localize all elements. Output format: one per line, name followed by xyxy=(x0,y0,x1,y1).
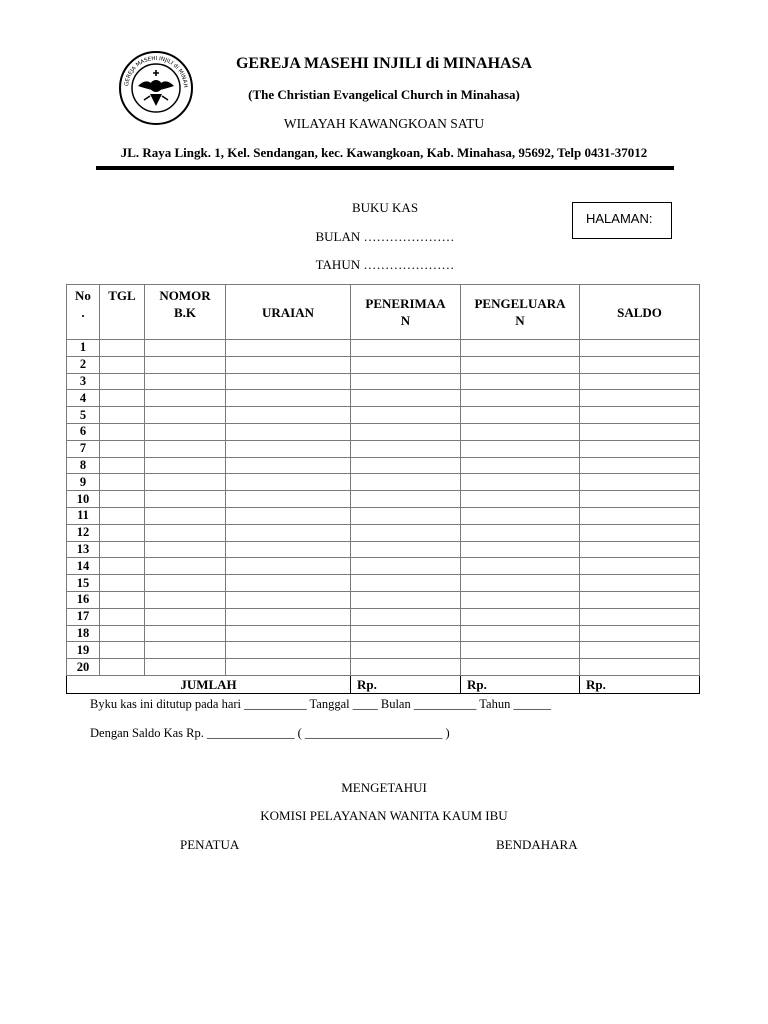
page-number-box: HALAMAN: xyxy=(572,202,672,239)
table-cell xyxy=(145,659,226,676)
table-row xyxy=(67,608,700,625)
table-cell xyxy=(145,642,226,659)
table-cell xyxy=(580,373,700,390)
table-cell xyxy=(226,642,351,659)
table-cell xyxy=(145,356,226,373)
table-cell xyxy=(351,457,461,474)
table-row xyxy=(67,423,700,440)
header-saldo: SALDO xyxy=(580,285,700,340)
org-region: WILAYAH KAWANGKOAN SATU xyxy=(283,116,485,131)
table-cell xyxy=(100,541,145,558)
table-cell xyxy=(580,524,700,541)
logo-text: GEREJA MASEHI INJILI di MINAH xyxy=(124,55,189,88)
table-cell xyxy=(226,591,351,608)
row-number: 13 xyxy=(67,541,100,558)
org-address: JL. Raya Lingk. 1, Kel. Sendangan, kec. Kawangkoan, Kab. Minahasa, 95692, Telp 0431-37012 xyxy=(120,145,648,160)
signatory-penatua: PENATUA xyxy=(180,837,240,852)
table-cell xyxy=(351,524,461,541)
table-cell xyxy=(580,591,700,608)
row-number: 17 xyxy=(67,608,100,625)
table-cell xyxy=(226,423,351,440)
saldo-statement: Dengan Saldo Kas Rp. ______________ ( ______________________ ) xyxy=(90,726,450,740)
table-row xyxy=(67,625,700,642)
table-cell xyxy=(351,642,461,659)
month-field: BULAN ………………… xyxy=(315,229,455,244)
table-cell xyxy=(145,591,226,608)
table-cell xyxy=(226,407,351,424)
table-cell xyxy=(145,440,226,457)
total-pengeluaran: Rp. xyxy=(461,675,580,693)
table-cell xyxy=(145,575,226,592)
table-cell xyxy=(580,558,700,575)
table-cell xyxy=(351,575,461,592)
cash-ledger-table xyxy=(66,284,700,694)
row-number: 6 xyxy=(67,423,100,440)
table-cell xyxy=(351,507,461,524)
table-cell xyxy=(580,356,700,373)
closing-statement: Byku kas ini ditutup pada hari __________ Tanggal ____ Bulan __________ Tahun ______ xyxy=(90,697,551,711)
signatory-bendahara: BENDAHARA xyxy=(496,837,578,852)
table-cell xyxy=(351,591,461,608)
table-row xyxy=(67,591,700,608)
table-row xyxy=(67,356,700,373)
row-number: 1 xyxy=(67,340,100,357)
table-cell xyxy=(145,340,226,357)
table-cell xyxy=(226,507,351,524)
row-number: 3 xyxy=(67,373,100,390)
table-cell xyxy=(226,541,351,558)
org-subtitle: (The Christian Evangelical Church in Minahasa) xyxy=(248,87,520,102)
table-cell xyxy=(100,407,145,424)
table-row xyxy=(67,507,700,524)
table-cell xyxy=(226,340,351,357)
table-cell xyxy=(351,440,461,457)
table-cell xyxy=(226,491,351,508)
table-cell xyxy=(461,373,580,390)
table-cell xyxy=(461,659,580,676)
acknowledged-label: MENGETAHUI xyxy=(341,780,427,795)
table-row xyxy=(67,373,700,390)
table-cell xyxy=(580,457,700,474)
table-cell xyxy=(226,608,351,625)
table-cell xyxy=(145,524,226,541)
row-number: 8 xyxy=(67,457,100,474)
table-cell xyxy=(461,390,580,407)
table-cell xyxy=(100,423,145,440)
table-cell xyxy=(100,373,145,390)
table-cell xyxy=(100,474,145,491)
table-cell xyxy=(461,524,580,541)
header-nomor-bk: NOMOR B.K xyxy=(145,285,226,340)
table-cell xyxy=(145,558,226,575)
table-cell xyxy=(580,575,700,592)
table-cell xyxy=(351,373,461,390)
row-number: 12 xyxy=(67,524,100,541)
table-cell xyxy=(461,491,580,508)
table-cell xyxy=(100,591,145,608)
table-cell xyxy=(351,423,461,440)
table-row xyxy=(67,340,700,357)
table-cell xyxy=(100,524,145,541)
table-cell xyxy=(580,390,700,407)
table-cell xyxy=(580,608,700,625)
row-number: 4 xyxy=(67,390,100,407)
table-cell xyxy=(580,491,700,508)
table-cell xyxy=(580,659,700,676)
table-cell xyxy=(145,457,226,474)
table-header-row xyxy=(67,285,700,340)
table-cell xyxy=(351,407,461,424)
table-cell xyxy=(100,491,145,508)
table-cell xyxy=(580,541,700,558)
table-cell xyxy=(580,507,700,524)
table-row xyxy=(67,575,700,592)
table-cell xyxy=(100,340,145,357)
table-cell xyxy=(580,474,700,491)
table-cell xyxy=(145,423,226,440)
table-cell xyxy=(351,541,461,558)
table-cell xyxy=(145,474,226,491)
table-cell xyxy=(100,575,145,592)
table-cell xyxy=(226,625,351,642)
table-row xyxy=(67,407,700,424)
table-cell xyxy=(226,457,351,474)
total-saldo: Rp. xyxy=(580,675,700,693)
org-name: GEREJA MASEHI INJILI di MINAHASA xyxy=(235,55,533,72)
table-cell xyxy=(461,356,580,373)
table-row xyxy=(67,642,700,659)
table-cell xyxy=(580,440,700,457)
table-cell xyxy=(226,440,351,457)
table-cell xyxy=(351,558,461,575)
header-penerimaan: PENERIMAA N xyxy=(351,285,461,340)
total-penerimaan: Rp. xyxy=(351,675,461,693)
table-cell xyxy=(461,474,580,491)
table-cell xyxy=(580,625,700,642)
table-cell xyxy=(145,491,226,508)
table-cell xyxy=(461,440,580,457)
row-number: 20 xyxy=(67,659,100,676)
total-label: JUMLAH xyxy=(67,675,351,693)
table-cell xyxy=(100,608,145,625)
table-cell xyxy=(351,390,461,407)
table-row xyxy=(67,524,700,541)
row-number: 16 xyxy=(67,591,100,608)
table-row xyxy=(67,558,700,575)
table-cell xyxy=(351,491,461,508)
table-cell xyxy=(351,356,461,373)
table-cell xyxy=(100,507,145,524)
table-cell xyxy=(351,659,461,676)
row-number: 9 xyxy=(67,474,100,491)
table-cell xyxy=(226,373,351,390)
row-number: 2 xyxy=(67,356,100,373)
table-cell xyxy=(226,474,351,491)
doc-title: BUKU KAS xyxy=(351,200,419,215)
table-cell xyxy=(580,642,700,659)
table-cell xyxy=(461,407,580,424)
table-row xyxy=(67,440,700,457)
table-cell xyxy=(461,642,580,659)
table-row xyxy=(67,491,700,508)
header-pengeluaran: PENGELUARA N xyxy=(461,285,580,340)
table-row xyxy=(67,390,700,407)
row-number: 14 xyxy=(67,558,100,575)
row-number: 5 xyxy=(67,407,100,424)
table-cell xyxy=(100,558,145,575)
header-divider xyxy=(96,166,674,170)
row-number: 15 xyxy=(67,575,100,592)
row-number: 19 xyxy=(67,642,100,659)
table-cell xyxy=(461,541,580,558)
year-field: TAHUN ………………… xyxy=(315,257,455,272)
table-cell xyxy=(351,625,461,642)
table-cell xyxy=(145,625,226,642)
table-cell xyxy=(145,507,226,524)
header-tgl: TGL xyxy=(100,285,145,340)
row-number: 18 xyxy=(67,625,100,642)
table-row xyxy=(67,457,700,474)
table-cell xyxy=(226,558,351,575)
table-cell xyxy=(351,340,461,357)
total-row xyxy=(67,675,700,693)
table-cell xyxy=(461,457,580,474)
table-cell xyxy=(461,608,580,625)
table-cell xyxy=(145,373,226,390)
table-row xyxy=(67,474,700,491)
header-uraian: URAIAN xyxy=(226,285,351,340)
table-row xyxy=(67,659,700,676)
table-cell xyxy=(226,524,351,541)
row-number: 11 xyxy=(67,507,100,524)
table-cell xyxy=(461,558,580,575)
table-cell xyxy=(580,407,700,424)
table-cell xyxy=(100,390,145,407)
table-cell xyxy=(100,659,145,676)
table-cell xyxy=(226,575,351,592)
row-number: 7 xyxy=(67,440,100,457)
table-cell xyxy=(461,591,580,608)
table-cell xyxy=(226,659,351,676)
table-cell xyxy=(580,340,700,357)
table-cell xyxy=(226,356,351,373)
table-cell xyxy=(461,423,580,440)
table-cell xyxy=(145,608,226,625)
table-cell xyxy=(351,474,461,491)
table-row xyxy=(67,541,700,558)
table-cell xyxy=(145,541,226,558)
table-cell xyxy=(351,608,461,625)
table-cell xyxy=(145,407,226,424)
table-cell xyxy=(461,507,580,524)
table-cell xyxy=(461,625,580,642)
header-no: No . xyxy=(67,285,100,340)
table-cell xyxy=(226,390,351,407)
table-cell xyxy=(100,440,145,457)
table-cell xyxy=(100,457,145,474)
table-cell xyxy=(145,390,226,407)
table-cell xyxy=(461,340,580,357)
table-cell xyxy=(100,642,145,659)
commission-name: KOMISI PELAYANAN WANITA KAUM IBU xyxy=(260,808,508,823)
table-cell xyxy=(100,625,145,642)
table-cell xyxy=(580,423,700,440)
table-cell xyxy=(461,575,580,592)
row-number: 10 xyxy=(67,491,100,508)
table-cell xyxy=(100,356,145,373)
